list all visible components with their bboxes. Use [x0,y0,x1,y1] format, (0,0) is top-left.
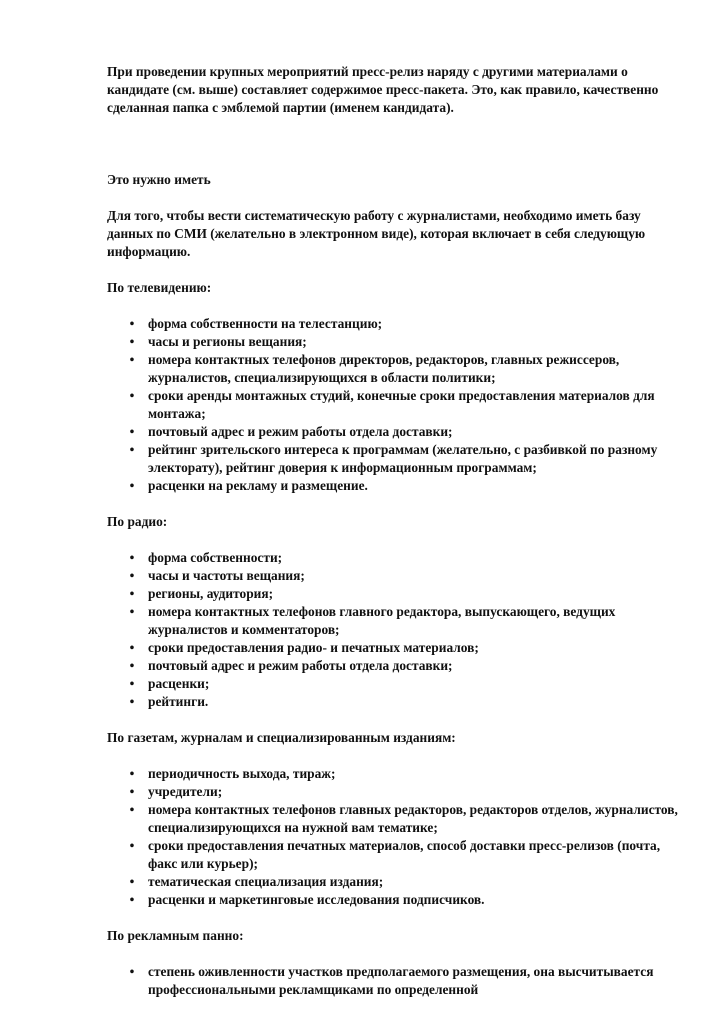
list-item [107,567,687,585]
list-item-text: рейтинг зрительского интереса к программам (желательно, с разбивкой по разному электорату), рейтинг доверия к информационным программам; [148,442,658,475]
bullet-icon: • [129,316,135,331]
bullet-icon: • [129,640,135,655]
intro-paragraph: При проведении крупных мероприятий пресс-релиз наряду с другими материалами о кандидате (см. выше) составляет содержимое пресс-пакета. Это, как правило, качественно сделанная папка с эмблемой партии (именем кандидата). [107,64,659,115]
list-item-text: часы и регионы вещания; [148,334,307,349]
list-item-text: форма собственности; [148,550,283,565]
list-item [107,963,687,999]
tv-section-title: По телевидению: [107,280,212,295]
bullet-icon: • [129,586,135,601]
list-item-text: рейтинги. [148,694,209,709]
list-item [107,675,687,693]
bullet-icon: • [129,766,135,781]
list-item-text: номера контактных телефонов главного редактора, выпускающего, ведущих журналистов и комментаторов; [148,604,616,637]
list-item-text: почтовый адрес и режим работы отдела доставки; [148,658,453,673]
list-item-text: номера контактных телефонов директоров, редакторов, главных режиссеров, журналистов, специализирующихся в области политики; [148,352,620,385]
list-item-text: сроки аренды монтажных студий, конечные сроки предоставления материалов для монтажа; [148,388,655,421]
bullet-icon: • [129,604,135,619]
list-item-text: сроки предоставления печатных материалов, способ доставки пресс-релизов (почта, факс или курьер); [148,838,661,871]
billboards-section-title: По рекламным панно: [107,928,244,943]
bullet-icon: • [129,388,135,403]
bullet-icon: • [129,478,135,493]
list-item [107,837,687,873]
list-item [107,657,687,675]
tv-list [107,315,687,495]
radio-list [107,549,687,711]
list-item [107,801,687,837]
radio-section-title: По радио: [107,514,168,529]
list-item [107,549,687,567]
list-item-text: расценки и маркетинговые исследования подписчиков. [148,892,485,907]
list-item [107,441,687,477]
bullet-icon: • [129,550,135,565]
list-item-text: расценки; [148,676,210,691]
bullet-icon: • [129,694,135,709]
bullet-icon: • [129,784,135,799]
bullet-icon: • [129,424,135,439]
list-item [107,333,687,351]
bullet-icon: • [129,838,135,853]
bullet-icon: • [129,802,135,817]
list-item [107,783,687,801]
bullet-icon: • [129,892,135,907]
list-item-text: сроки предоставления радио- и печатных материалов; [148,640,479,655]
list-item-text: учредители; [148,784,223,799]
list-item [107,693,687,711]
bullet-icon: • [129,352,135,367]
list-item [107,423,687,441]
list-item [107,891,687,909]
press-section-title: По газетам, журналам и специализированным изданиям: [107,730,456,745]
bullet-icon: • [129,676,135,691]
bullet-icon: • [129,442,135,457]
bullet-icon: • [129,874,135,889]
need-paragraph: Для того, чтобы вести систематическую работу с журналистами, необходимо иметь базу данных по СМИ (желательно в электронном виде), которая включает в себя следующую информацию. [107,208,646,259]
billboards-list [107,963,687,999]
bullet-icon: • [129,334,135,349]
list-item-text: номера контактных телефонов главных редакторов, редакторов отделов, журналистов, специализирующихся на нужной вам тематике; [148,802,678,835]
list-item [107,765,687,783]
list-item-text: форма собственности на телестанцию; [148,316,383,331]
list-item [107,315,687,333]
list-item-text: регионы, аудитория; [148,586,274,601]
list-item-text: степень оживленности участков предполагаемого размещения, она высчитывается профессиональными рекламщиками по определенной [148,964,654,997]
list-item-text: тематическая специализация издания; [148,874,384,889]
list-item [107,585,687,603]
list-item-text: часы и частоты вещания; [148,568,305,583]
document-page [107,63,687,999]
list-item [107,351,687,387]
list-item [107,387,687,423]
list-item-text: периодичность выхода, тираж; [148,766,336,781]
press-list [107,765,687,909]
list-item-text: расценки на рекламу и размещение. [148,478,368,493]
list-item-text: почтовый адрес и режим работы отдела доставки; [148,424,453,439]
bullet-icon: • [129,568,135,583]
list-item [107,603,687,639]
need-heading: Это нужно иметь [107,172,211,187]
list-item [107,639,687,657]
bullet-icon: • [129,964,135,979]
bullet-icon: • [129,658,135,673]
list-item [107,477,687,495]
list-item [107,873,687,891]
